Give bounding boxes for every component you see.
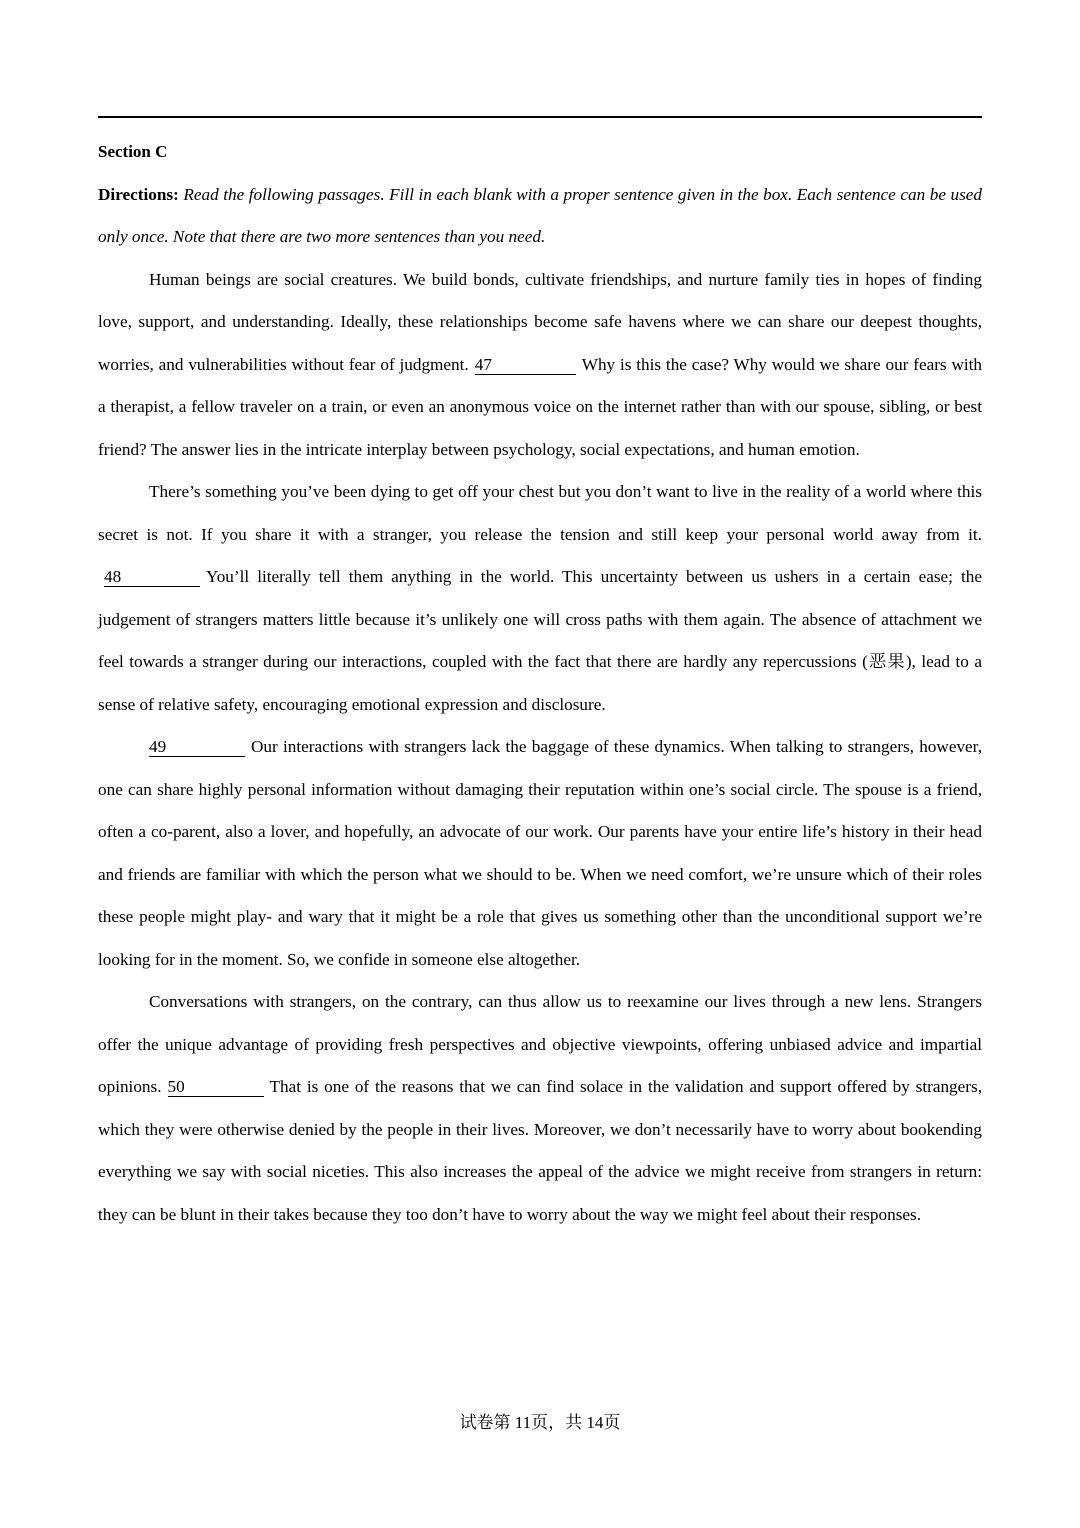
- directions-text: Read the following passages. Fill in each blank with a proper sentence given in the box. Each sentence can be used only once. Note that there are two more sentences than you need.: [98, 184, 982, 246]
- paragraph-4-after: That is one of the reasons that we can find solace in the validation and support offered by strangers, which they were otherwise denied by the people in their lives. Moreover, we don’t necessarily have to worry about bookending everything we say with social niceties. This also increases the appeal of the advice we might receive from strangers in return: they can be blunt in their takes because they too don’t have to worry about the way we might feel about their responses.: [98, 1077, 982, 1224]
- paragraph-3-after: Our interactions with strangers lack the baggage of these dynamics. When talking to strangers, however, one can share highly personal information without damaging their reputation within one’s social circle. The spouse is a friend, often a co-parent, also a lover, and hopefully, an advocate of our work. Our parents have your entire life’s history in their head and friends are familiar with which the person what we should to be. When we need comfort, we’re unsure which of their roles these people might play- and wary that it might be a role that gives us something other than the unconditional support we’re looking for in the moment. So, we confide in someone else altogether.: [98, 737, 982, 969]
- blank-50[interactable]: 50: [168, 1078, 264, 1097]
- paragraph-2: [98, 471, 982, 726]
- paragraph-2-before: There’s something you’ve been dying to get off your chest but you don’t want to live in the reality of a world where this secret is not. If you share it with a stranger, you release the tension and still keep your personal world away from it.: [98, 482, 982, 544]
- blank-49[interactable]: 49: [149, 738, 245, 757]
- blank-48[interactable]: 48: [104, 568, 200, 587]
- paragraph-4-before: Conversations with strangers, on the contrary, can thus allow us to reexamine our lives through a new lens. Strangers offer the unique advantage of providing fresh perspectives and objective viewpoints, offering unbiased advice and impartial opinions.: [98, 992, 982, 1096]
- paragraph-1-before: Human beings are social creatures. We build bonds, cultivate friendships, and nurture family ties in hopes of finding love, support, and understanding. Ideally, these relationships become safe havens where we can share our deepest thoughts, worries, and vulnerabilities without fear of judgment.: [98, 269, 982, 374]
- directions-label: Directions:: [98, 184, 179, 204]
- paragraph-2-after: You’ll literally tell them anything in the world. This uncertainty between us ushers in a certain ease; the judgement of strangers matters little because it’s unlikely one will cross paths with them again. The absence of attachment we feel towards a stranger during our interactions, coupled with the fact that there are hardly any repercussions (恶果), lead to a sense of relative safety, encouraging emotional expression and disclosure.: [98, 567, 982, 714]
- page-footer: 试卷第 11页，共 14页: [459, 1413, 621, 1432]
- paragraph-3: [98, 726, 982, 981]
- directions: [98, 174, 982, 259]
- paragraph-1-after: Why is this the case? Why would we share our fears with a therapist, a fellow traveler on a train, or even an anonymous voice on the internet rather than with our spouse, sibling, or best friend? The answer lies in the intricate interplay between psychology, social expectations, and human emotion.: [98, 354, 983, 459]
- blank-47[interactable]: 47: [475, 356, 576, 375]
- header-rule: [98, 116, 982, 118]
- section-c: [98, 131, 982, 1236]
- paragraph-4: [98, 981, 982, 1236]
- paragraph-1: [98, 259, 982, 472]
- section-title: Section C: [98, 142, 168, 161]
